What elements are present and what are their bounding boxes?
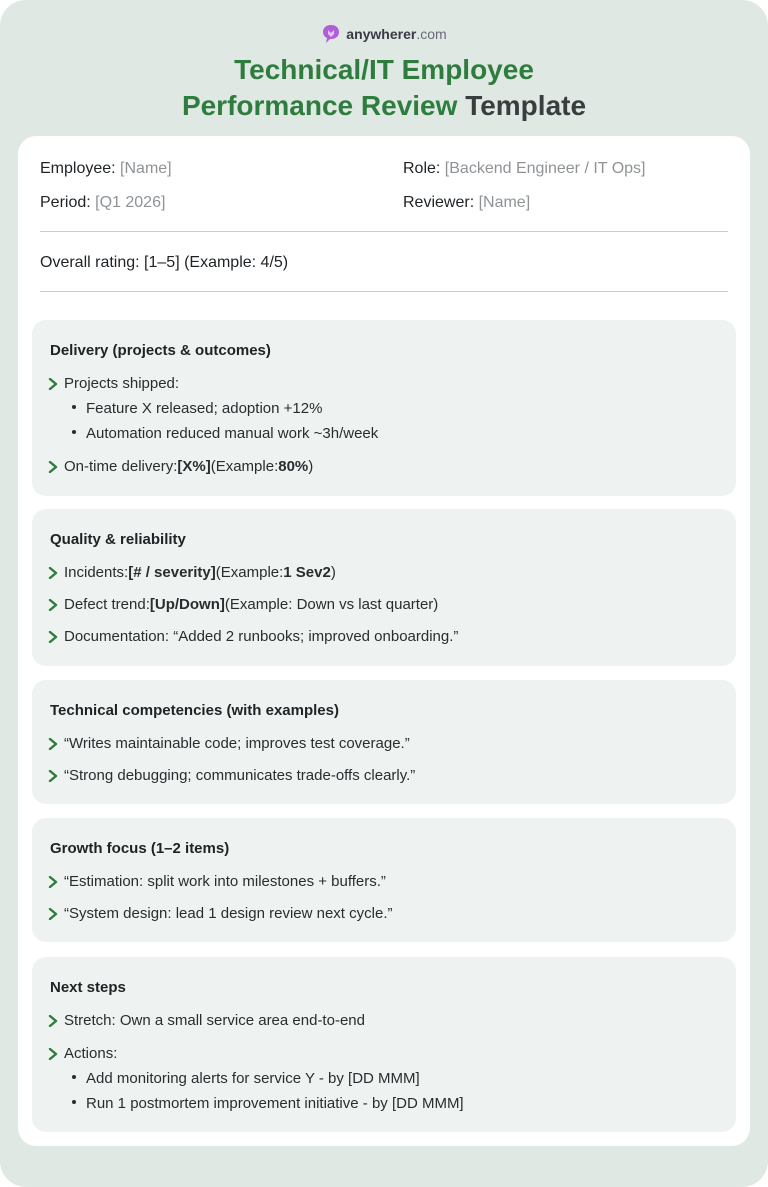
employee-label: Employee — [40, 160, 112, 177]
text: (Example: — [215, 564, 284, 581]
section-title: Technical competencies (with examples) — [50, 702, 339, 719]
separator: : — [111, 160, 121, 177]
reviewer-field — [403, 194, 530, 212]
sub-list-item — [72, 400, 322, 417]
sub-item-text: Run 1 postmortem improvement initiative - by [DD MMM] — [86, 1095, 464, 1112]
list-item — [48, 458, 313, 475]
sub-list-item — [72, 1095, 464, 1112]
bullet-dot — [72, 430, 76, 434]
section-title: Next steps — [50, 979, 126, 996]
text-bold: 1 Sev2 — [283, 564, 331, 581]
section-technical — [32, 680, 736, 804]
overall-rating-value: [1–5] (Example: 4/5) — [144, 254, 289, 271]
page-title — [0, 52, 768, 124]
section-title: Delivery (projects & outcomes) — [50, 342, 271, 359]
section-delivery — [32, 320, 736, 496]
overall-rating-label: Overall rating: — [40, 254, 145, 271]
sub-list-item — [72, 425, 378, 442]
text-bold: [Up/Down] — [149, 596, 225, 613]
list-item — [48, 1045, 117, 1062]
text: (Example: — [210, 458, 279, 475]
text-bold: [X%] — [177, 458, 211, 475]
text: “Writes maintainable code; improves test coverage.” — [64, 735, 410, 752]
text: Defect trend: — [64, 596, 150, 613]
role-label: Role — [403, 160, 436, 177]
section-next-steps — [32, 957, 736, 1132]
list-item — [48, 767, 415, 784]
list-item — [48, 596, 438, 613]
employee-field — [40, 160, 172, 178]
text: (Example: Down vs last quarter) — [224, 596, 439, 613]
section-title: Growth focus (1–2 items) — [50, 840, 230, 857]
brand-logo-icon — [321, 24, 341, 44]
text: ) — [330, 564, 336, 581]
chevron-right-icon — [48, 461, 58, 473]
list-item — [48, 905, 392, 922]
sub-list-item — [72, 1070, 420, 1087]
title-line-2-green: Performance Review — [181, 90, 466, 121]
chevron-right-icon — [48, 1048, 58, 1060]
period-label: Period — [40, 194, 87, 211]
chevron-right-icon — [48, 378, 58, 390]
divider — [40, 231, 728, 232]
chevron-right-icon — [48, 770, 58, 782]
chevron-right-icon — [48, 599, 58, 611]
text: “Strong debugging; communicates trade-offs clearly.” — [64, 767, 416, 784]
title-line-2-dark: Template — [465, 90, 587, 121]
sub-item-text: Automation reduced manual work ~3h/week — [86, 425, 379, 442]
role-value: [Backend Engineer / IT Ops] — [444, 160, 646, 177]
list-item — [48, 873, 386, 890]
section-quality — [32, 509, 736, 666]
text: Actions: — [64, 1045, 118, 1062]
role-field — [403, 160, 646, 178]
separator: : — [469, 194, 479, 211]
chevron-right-icon — [48, 1015, 58, 1027]
list-item — [48, 564, 336, 581]
chevron-right-icon — [48, 567, 58, 579]
section-growth — [32, 818, 736, 942]
text: ) — [308, 458, 314, 475]
text: Stretch: Own a small service area end-to-end — [64, 1012, 365, 1029]
text-bold: [# / severity] — [128, 564, 216, 581]
chevron-right-icon — [48, 738, 58, 750]
bullet-dot — [72, 405, 76, 409]
text: Incidents: — [64, 564, 129, 581]
divider — [40, 291, 728, 292]
reviewer-value: [Name] — [478, 194, 531, 211]
text: “System design: lead 1 design review next cycle.” — [64, 905, 393, 922]
title-line-1: Technical/IT Employee — [234, 54, 534, 85]
list-item — [48, 735, 410, 752]
bullet-dot — [72, 1075, 76, 1079]
list-item — [48, 628, 458, 645]
brand — [0, 24, 768, 44]
overall-rating — [40, 254, 288, 272]
review-card — [18, 136, 750, 1146]
text: On-time delivery: — [64, 458, 178, 475]
period-value: [Q1 2026] — [95, 194, 166, 211]
section-title: Quality & reliability — [50, 531, 186, 548]
brand-domain: .com — [416, 26, 447, 42]
chevron-right-icon — [48, 876, 58, 888]
employee-value: [Name] — [120, 160, 172, 177]
chevron-right-icon — [48, 908, 58, 920]
sub-item-text: Add monitoring alerts for service Y - by [DD MMM] — [86, 1070, 420, 1087]
separator: : — [86, 194, 96, 211]
reviewer-label: Reviewer — [403, 194, 470, 211]
chevron-right-icon — [48, 631, 58, 643]
sub-item-text: Feature X released; adoption +12% — [86, 400, 323, 417]
list-item — [48, 375, 179, 392]
text: “Estimation: split work into milestones + buffers.” — [64, 873, 386, 890]
text-bold: 80% — [278, 458, 309, 475]
bullet-dot — [72, 1100, 76, 1104]
separator: : — [435, 160, 445, 177]
list-item — [48, 1012, 365, 1029]
period-field — [40, 194, 165, 212]
projects-label: Projects shipped: — [64, 375, 180, 392]
text: Documentation: “Added 2 runbooks; improved onboarding.” — [64, 628, 459, 645]
brand-name: anywherer — [346, 26, 417, 42]
